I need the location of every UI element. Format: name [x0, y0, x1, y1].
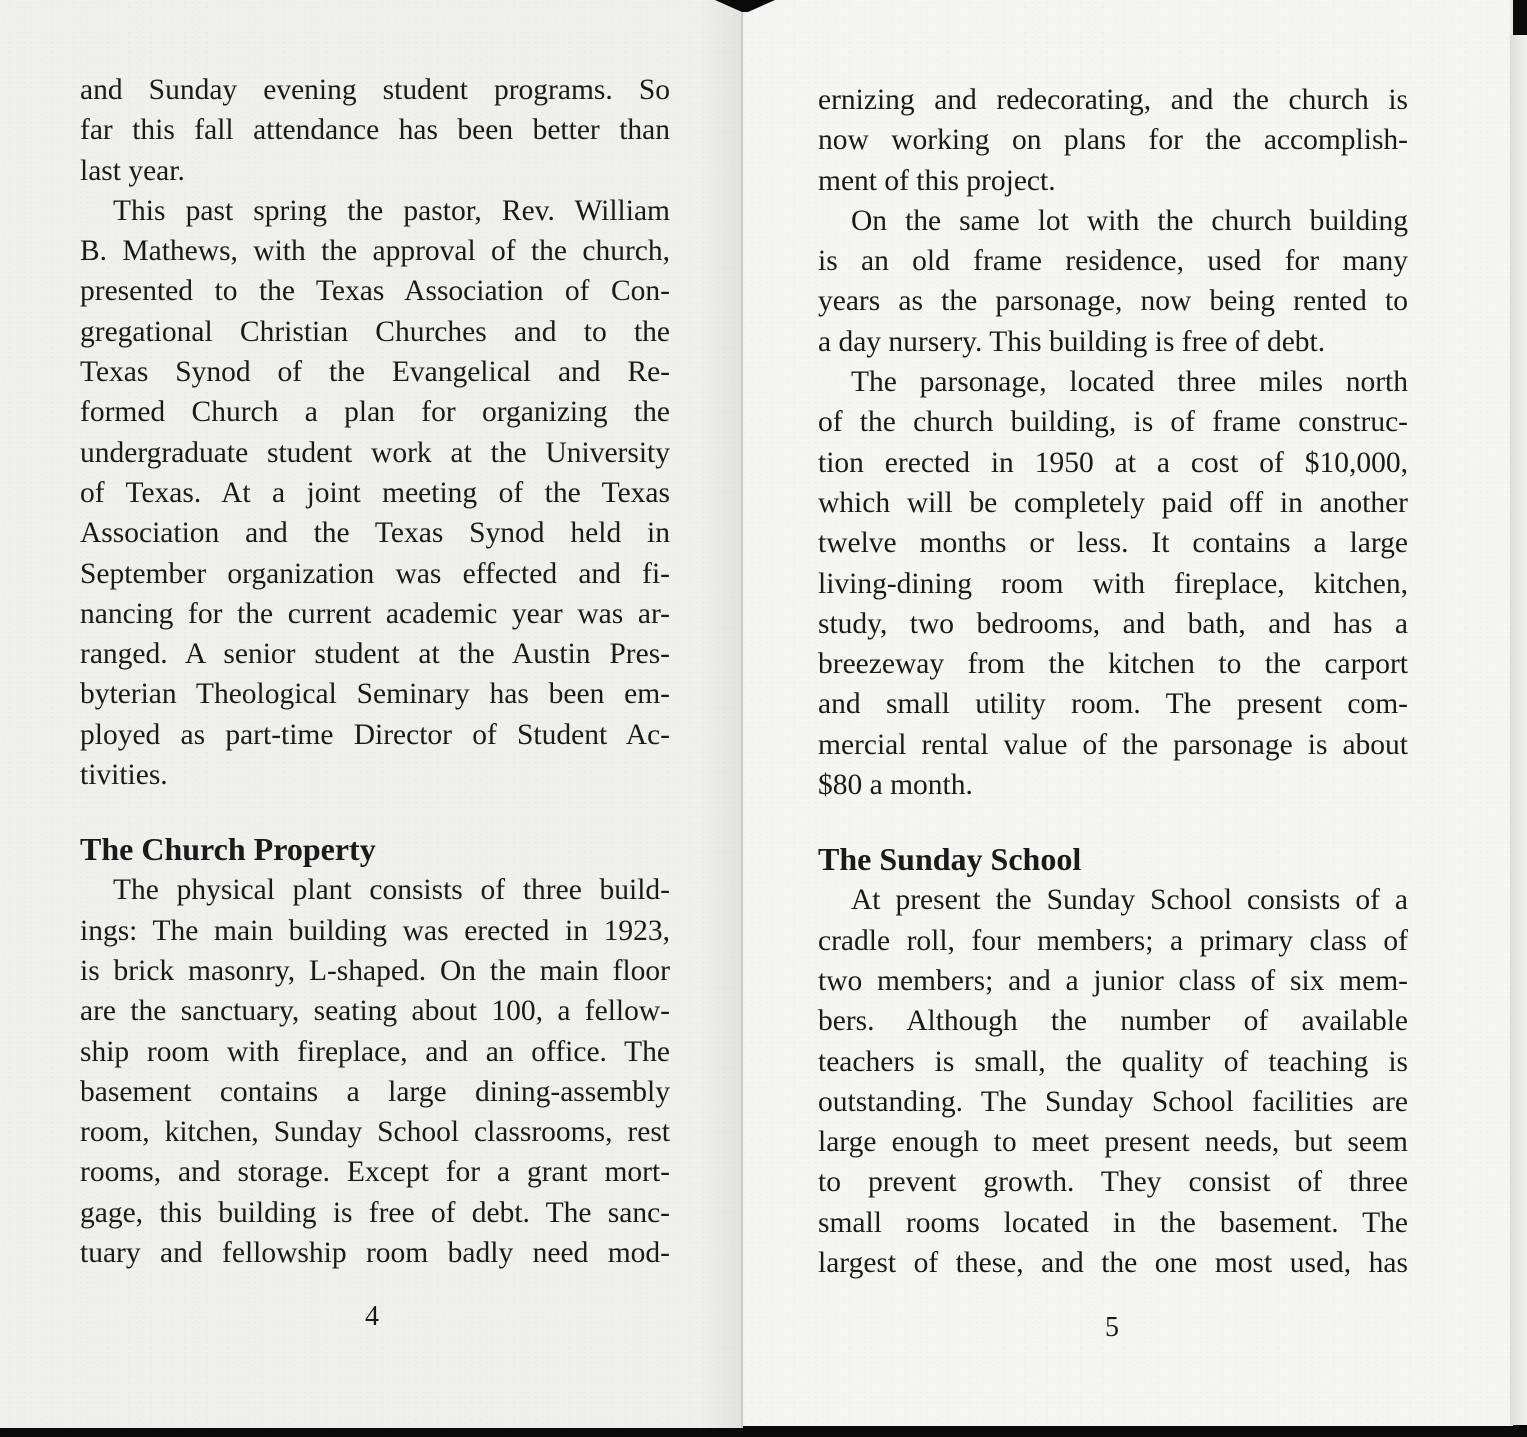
text-line: room, kitchen, Sunday School classrooms, rest — [80, 1116, 670, 1149]
gutter-shadow — [700, 0, 742, 1428]
text-line: last year. — [80, 154, 185, 187]
text-line: ernizing and redecorating, and the church is — [818, 84, 1408, 116]
right-page-text — [818, 80, 1408, 1283]
text-line: nancing for the current academic year was ar- — [80, 597, 670, 630]
text-line: ployed as part-time Director of Student Ac- — [80, 718, 670, 751]
text-line: is brick masonry, L-shaped. On the main floor — [80, 954, 670, 987]
text-line: gage, this building is free of debt. The sanc- — [80, 1196, 670, 1229]
text-line: tion erected in 1950 at a cost of $10,000, — [818, 446, 1408, 479]
text-line: ment of this project. — [818, 164, 1056, 197]
page-number-right: 5 — [1105, 1312, 1119, 1343]
text-line: bers. Although the number of available — [818, 1005, 1408, 1038]
text-line: ship room with fireplace, and an office. The — [80, 1035, 670, 1068]
text-line: living-dining room with fireplace, kitchen, — [818, 567, 1408, 600]
text-line: Texas Synod of the Evangelical and Re- — [80, 356, 670, 389]
text-line: teachers is small, the quality of teaching is — [818, 1045, 1408, 1078]
section-heading-church-property: The Church Property — [80, 831, 376, 868]
text-line: is an old frame residence, used for many — [818, 245, 1408, 278]
gutter-fold — [741, 0, 743, 1428]
text-line: largest of these, and the one most used, has — [818, 1247, 1408, 1280]
section-heading-sunday-school: The Sunday School — [818, 841, 1082, 878]
text-line: On the same lot with the church building — [851, 204, 1408, 237]
text-line: and small utility room. The present com- — [818, 688, 1408, 721]
text-line: presented to the Texas Association of Con- — [80, 275, 670, 308]
paragraph-sunday-school — [818, 880, 1408, 1283]
paragraph-property — [80, 870, 670, 1273]
page-edge — [1510, 35, 1527, 1425]
text-line: This past spring the pastor, Rev. William — [113, 194, 670, 227]
text-line: a day nursery. This building is free of debt. — [818, 325, 1326, 358]
text-line: tuary and fellowship room badly need mod- — [80, 1237, 670, 1270]
text-line: B. Mathews, with the approval of the church, — [80, 235, 670, 268]
text-line: ings: The main building was erected in 1923, — [80, 914, 670, 947]
text-line: formed Church a plan for organizing the — [80, 396, 670, 429]
paragraph-continued — [80, 70, 670, 191]
page-number-left: 4 — [365, 1301, 379, 1332]
text-line: small rooms located in the basement. The — [818, 1206, 1408, 1239]
text-line: tivities. — [80, 759, 168, 792]
text-line: outstanding. The Sunday School facilities are — [818, 1085, 1408, 1118]
text-line: ranged. A senior student at the Austin Pres- — [80, 638, 670, 671]
text-line: basement contains a large dining-assembly — [80, 1075, 670, 1108]
left-page-text — [80, 70, 670, 1273]
text-line: $80 a month. — [818, 769, 973, 802]
text-line: September organization was effected and fi- — [80, 557, 670, 590]
text-line: study, two bedrooms, and bath, and has a — [818, 607, 1408, 640]
paragraph-pastor — [80, 191, 670, 795]
scan-background-edge — [0, 1428, 1527, 1437]
text-line: years as the parsonage, now being rented to — [818, 285, 1408, 318]
paragraph-lot — [818, 201, 1408, 362]
text-line: byterian Theological Seminary has been em- — [80, 678, 670, 711]
text-line: At present the Sunday School consists of a — [851, 884, 1408, 917]
text-line: of Texas. At a joint meeting of the Texas — [80, 476, 670, 509]
text-line: The physical plant consists of three build- — [113, 874, 670, 907]
text-line: cradle roll, four members; a primary class of — [818, 924, 1408, 957]
text-line: gregational Christian Churches and to the — [80, 315, 670, 348]
text-line: now working on plans for the accomplish- — [818, 124, 1408, 157]
paragraph-parsonage — [818, 362, 1408, 805]
text-line: to prevent growth. They consist of three — [818, 1166, 1408, 1199]
text-line: far this fall attendance has been better than — [80, 114, 670, 147]
text-line: and Sunday evening student programs. So — [80, 74, 670, 106]
text-line: mercial rental value of the parsonage is about — [818, 728, 1408, 761]
paragraph-continued — [818, 80, 1408, 201]
text-line: large enough to meet present needs, but seem — [818, 1126, 1408, 1159]
text-line: breezeway from the kitchen to the carport — [818, 648, 1408, 681]
text-line: twelve months or less. It contains a large — [818, 527, 1408, 560]
text-line: are the sanctuary, seating about 100, a fellow- — [80, 995, 670, 1028]
text-line: undergraduate student work at the University — [80, 436, 670, 469]
text-line: two members; and a junior class of six mem- — [818, 964, 1408, 997]
text-line: The parsonage, located three miles north — [851, 366, 1408, 399]
text-line: Association and the Texas Synod held in — [80, 517, 670, 550]
text-line: rooms, and storage. Except for a grant mort- — [80, 1156, 670, 1189]
text-line: which will be completely paid off in another — [818, 486, 1408, 519]
text-line: of the church building, is of frame construc- — [818, 406, 1408, 439]
